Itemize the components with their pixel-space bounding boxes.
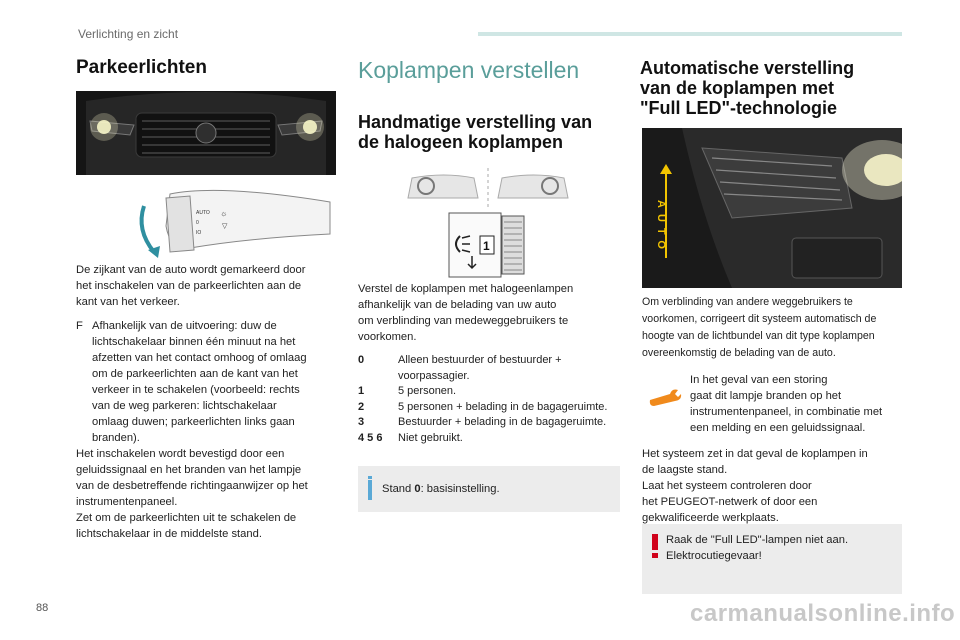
position-key: 4 5 6 (358, 431, 383, 444)
header-bar (478, 32, 902, 36)
svg-text:☼: ☼ (220, 209, 228, 218)
automatische-after (642, 446, 906, 526)
intro-line: voorkomen. (358, 331, 417, 343)
title-line: "Full LED"-technologie (640, 98, 838, 118)
info-icon-dot (368, 476, 372, 479)
intro-line: om verblinding van medeweggebruikers te (358, 315, 569, 327)
stalk-label-0: 0 (196, 220, 199, 226)
position-text: 5 personen. (398, 385, 457, 397)
bullet-line: verkeer in te schakelen (voorbeeld: rechts (92, 384, 300, 396)
intro-line: hoogte van de lichtbundel van dit type koplampen (642, 330, 875, 342)
after-line: geluidssignaal en het branden van het lampje (76, 464, 302, 476)
bullet-text (92, 318, 338, 446)
title-line: Automatische verstelling (640, 58, 855, 78)
warning-icon-dot (652, 553, 658, 558)
koplampen-body (358, 281, 620, 446)
intro-line: afhankelijk van de belading van uw auto (358, 299, 557, 311)
fault-line: gaat dit lampje branden op het (690, 390, 842, 402)
info-icon (368, 480, 372, 500)
position-key: 0 (358, 354, 365, 366)
after-line: instrumentenpaneel. (76, 496, 178, 508)
position-row (358, 415, 620, 431)
after-line: Het systeem zet in dat geval de koplampen in (642, 448, 868, 460)
fault-line: instrumentenpaneel, in combinatie met (690, 406, 883, 418)
intro-line: Om verblinding van andere weggebruikers te (642, 296, 853, 308)
watermark: carmanualsonline.info (690, 600, 956, 627)
fault-line: In het geval van een storing (690, 374, 828, 386)
parkeerlichten-title: Parkeerlichten (76, 57, 207, 78)
bullet-line: Afhankelijk van de uitvoering: duw de (92, 320, 277, 332)
automatische-title (640, 58, 910, 118)
position-row (358, 384, 620, 400)
position-text: voorpassagier. (398, 369, 470, 382)
position-row (358, 353, 620, 384)
warning-note (642, 524, 902, 594)
koplampen-title: Koplampen verstellen (358, 57, 580, 83)
stalk-label-io: IO (196, 230, 202, 236)
position-key: 3 (358, 416, 365, 428)
handmatige-subtitle (358, 112, 628, 152)
warning-icon (652, 534, 658, 550)
warning-line: Raak de "Full LED"-lampen niet aan. (666, 534, 849, 546)
fault-text (690, 372, 906, 436)
after-line: de laagste stand. (642, 464, 728, 476)
svg-text:▽: ▽ (222, 223, 228, 230)
info-note (358, 466, 620, 512)
position-row (358, 431, 620, 447)
page-number: 88 (36, 602, 49, 614)
bullet-line: van de weg parkeren: lichtschakelaar (92, 400, 277, 412)
parkeerlichten-body (76, 262, 338, 542)
full-led-headlamp-image (642, 128, 902, 288)
intro-line: overeenkomstig de belading van de auto. (642, 347, 836, 359)
position-text: Bestuurder + belading in de bagageruimte. (398, 416, 607, 428)
note-prefix: Stand (382, 483, 415, 495)
intro-line: kant van het verkeer. (76, 296, 180, 308)
position-text: Niet gebruikt. (398, 431, 463, 444)
bullet-line: lichtschakelaar binnen één minuut na het (92, 336, 296, 348)
warning-text (666, 532, 896, 564)
position-text: 5 personen + belading in de bagageruimte. (398, 400, 608, 413)
auto-label: AUTO (655, 200, 667, 255)
after-line: lichtschakelaar in de middelste stand. (76, 528, 262, 540)
position-text: Alleen bestuurder of bestuurder + (398, 354, 562, 366)
after-line: Zet om de parkeerlichten uit te schakelen de (76, 512, 297, 524)
note-bold: 0 (414, 483, 421, 495)
intro-line: Verstel de koplampen met halogeenlampen (358, 283, 574, 295)
bullet-line: branden). (92, 432, 140, 444)
wrench-icon (648, 388, 682, 408)
intro-line: De zijkant van de auto wordt gemarkeerd door (76, 264, 306, 276)
light-stalk-image (130, 186, 336, 262)
title-line: van de koplampen met (640, 78, 835, 98)
info-note-text (382, 481, 500, 497)
intro-line: voorkomen, corrigeert dit systeem automatisch de (642, 313, 877, 325)
bullet-line: om de parkeerlichten aan de kant van het (92, 368, 298, 380)
position-row (358, 400, 620, 416)
after-line: gekwalificeerde werkplaats. (642, 512, 779, 524)
after-line: het PEUGEOT-netwerk of door een (642, 496, 818, 508)
position-key: 1 (358, 385, 365, 397)
fault-line: een melding en een geluidssignaal. (690, 422, 866, 434)
car-front-image (76, 91, 336, 175)
section-header: Verlichting en zicht (78, 27, 179, 41)
automatische-intro (642, 294, 906, 362)
bullet-line: afzetten van het contact omhoog of omlaag (92, 352, 307, 364)
subtitle-line: Handmatige verstelling van (358, 112, 593, 132)
bullet-marker: F (76, 320, 83, 332)
warning-line: Elektrocutiegevaar! (666, 550, 762, 562)
stalk-label-auto: AUTO (196, 210, 210, 216)
after-line: Laat het systeem controleren door (642, 480, 812, 492)
bullet-line: omlaag duwen; parkeerlichten links gaan (92, 416, 295, 428)
dial-position-label: 1 (483, 239, 490, 253)
steering-wheel-icons (404, 168, 572, 208)
position-key: 2 (358, 400, 365, 413)
subtitle-line: de halogeen koplampen (358, 132, 564, 152)
intro-line: het inschakelen van de parkeerlichten aan de (76, 280, 302, 292)
after-line: Het inschakelen wordt bevestigd door een (76, 448, 285, 460)
after-line: van de desbetreffende richtingaanwijzer op het (76, 480, 308, 492)
note-suffix: : basisinstelling. (420, 483, 500, 495)
headlamp-dial[interactable] (448, 212, 526, 278)
